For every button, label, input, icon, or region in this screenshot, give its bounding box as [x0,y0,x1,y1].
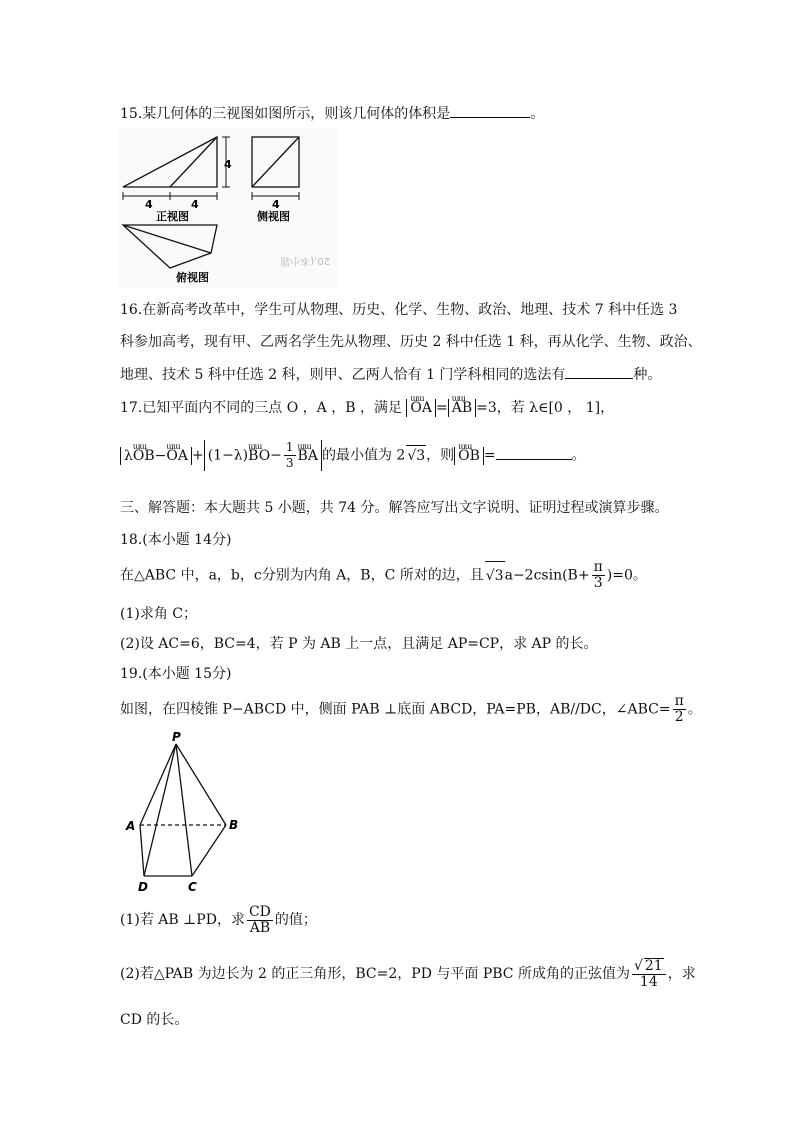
frac-num: 1 [285,440,294,454]
frac-den: 3 [593,575,603,591]
side-dim: 4 [272,198,280,211]
q17-eq: = [436,400,448,416]
q18-head: 18.(本小题 14分) [120,532,232,548]
sqrt-sign: √ [407,447,417,464]
vector-bo: ɯɯ BO [248,447,270,465]
one-minus-lambda: (1−λ) [207,447,249,464]
abs-second-expr [204,440,322,471]
q15-stem: 15.某几何体的三视图如图所示，则该几何体的体积是 [120,106,451,122]
q19-stem-text: 如图，在四棱锥 P−ABCD 中，侧面 PAB ⊥底面 ABCD，PA=PB，AB//DC，∠ABC= [120,701,671,718]
vertex-c: C [188,880,197,894]
vector-ab: ɯɯ AB [452,399,472,417]
vector-ob-2: ɯɯ OB [458,447,480,465]
fraction-one-third [284,440,296,471]
q18-part-1: (1)求角 C； [120,606,197,622]
q16-end: 种。 [633,367,662,383]
q15-answer-blank[interactable] [450,103,530,118]
sqrt-3-radicand: 3 [416,447,426,464]
front-dim-h: 4 [224,158,232,171]
frac-den: 3 [285,456,294,470]
front-view-label: 正视图 [156,210,189,223]
q16-line-1: 16.在新高考改革中，学生可从物理、历史、化学、生物、政治、地理、技术 7 科中任选 3 [120,302,678,318]
q15-three-view-figure [118,128,338,288]
vector-oa-2: ɯɯ OA [166,447,188,465]
q17-line-1 [120,398,614,418]
frac-den: 2 [674,709,684,725]
q16-line-3 [120,364,661,385]
q15-end: 。 [530,106,545,122]
frac-num: √ 21 [632,958,666,975]
sqrt-3 [406,445,426,466]
fraction-sqrt21-14 [632,958,666,990]
q19-part-2 [120,956,696,992]
sqrt-21-radicand: 21 [644,958,663,974]
section-3-heading: 三、解答题：本大题共 5 小题，共 74 分。解答应写出文字说明、证明过程或演算步骤。 [120,500,669,516]
q19-p2-end: ，求 [667,966,696,982]
abs-oa [406,399,436,417]
q17-condition: =3，若 λ∈[0 ， 1]， [476,400,615,416]
lambda: λ [124,447,133,464]
q16-line-3-text: 地理、技术 5 科中任选 2 科，则甲、乙两人恰有 1 门学科相同的选法有 [120,367,566,383]
abs-lambda-expr [120,447,192,465]
abs-ob [454,447,484,465]
vertex-p: P [172,730,181,744]
side-view-label: 侧视图 [257,210,290,223]
fraction-cd-ab [247,905,273,936]
q17-stem: 17.已知平面内不同的三点 O ，A ，B ，满足 [120,400,402,416]
q17-end: 。 [571,447,586,464]
front-dim-b: 4 [191,198,199,211]
vertex-a: A [126,819,136,833]
frac-num: π [593,559,603,575]
frac-den: AB [249,919,271,936]
q19-part-2-cont: CD 的长。 [120,1012,189,1028]
fraction-pi-2 [673,694,686,725]
q19-stem-end: 。 [687,701,702,718]
q18-part-2: (2)设 AC=6，BC=4，若 P 为 AB 上一点，且满足 AP=CP，求 AP 的长。 [120,636,598,652]
q19-part-1 [120,903,317,937]
front-dim-a: 4 [145,198,153,211]
bleed-through-watermark: 20.(本小题 [280,255,330,266]
vector-ba: ɯɯ BA [298,447,318,465]
sqrt-3-q18 [485,561,505,590]
q19-p1-text: (1)若 AB ⊥PD，求 [120,912,245,928]
top-view-label: 俯视图 [176,271,209,284]
frac-den: 14 [639,974,658,990]
q18-stem [120,560,647,591]
vertex-b: B [229,818,239,832]
q17-then: ，则 [426,447,455,464]
q18-stem-text: 在△ABC 中，a，b，c分别为内角 A，B，C 所对的边，且 [120,567,484,584]
q19-head: 19.(本小题 15分) [120,666,232,682]
q15-text [120,103,544,124]
vertex-d: D [138,880,148,894]
q17-line-2 [120,440,586,471]
q18-expr-end: )=0。 [606,567,647,584]
q18-expr: a−2csin(B+ [504,567,590,584]
sqrt-sign: √ [485,567,495,584]
q19-p1-end: 的值； [274,912,317,928]
q17-answer-blank[interactable] [496,445,572,460]
frac-num: CD [248,903,271,920]
q17-min-text: 的最小值为 2 [321,447,406,464]
minus: − [154,447,167,464]
plus: + [191,447,204,464]
sqrt-radicand: 3 [494,567,504,584]
q19-p2-text: (2)若△PAB 为边长为 2 的正三角形，BC=2，PD 与平面 PBC 所成角的正弦值为 [120,966,630,982]
q17-eq-3: = [483,447,496,464]
q16-answer-blank[interactable] [565,364,633,379]
fraction-pi-3 [592,560,605,591]
q16-line-2: 科参加高考，现有甲、乙两名学生先从物理、历史 2 科中任选 1 科，再从化学、生物、政治、 [120,334,702,350]
minus-2: − [270,447,282,464]
vector-ob: ɯɯ OB [133,447,155,465]
pyramid-figure [118,730,248,895]
frac-num: π [674,693,684,709]
q19-stem [120,694,702,725]
vector-oa: ɯɯ OA [410,399,432,417]
abs-ab [448,399,476,417]
